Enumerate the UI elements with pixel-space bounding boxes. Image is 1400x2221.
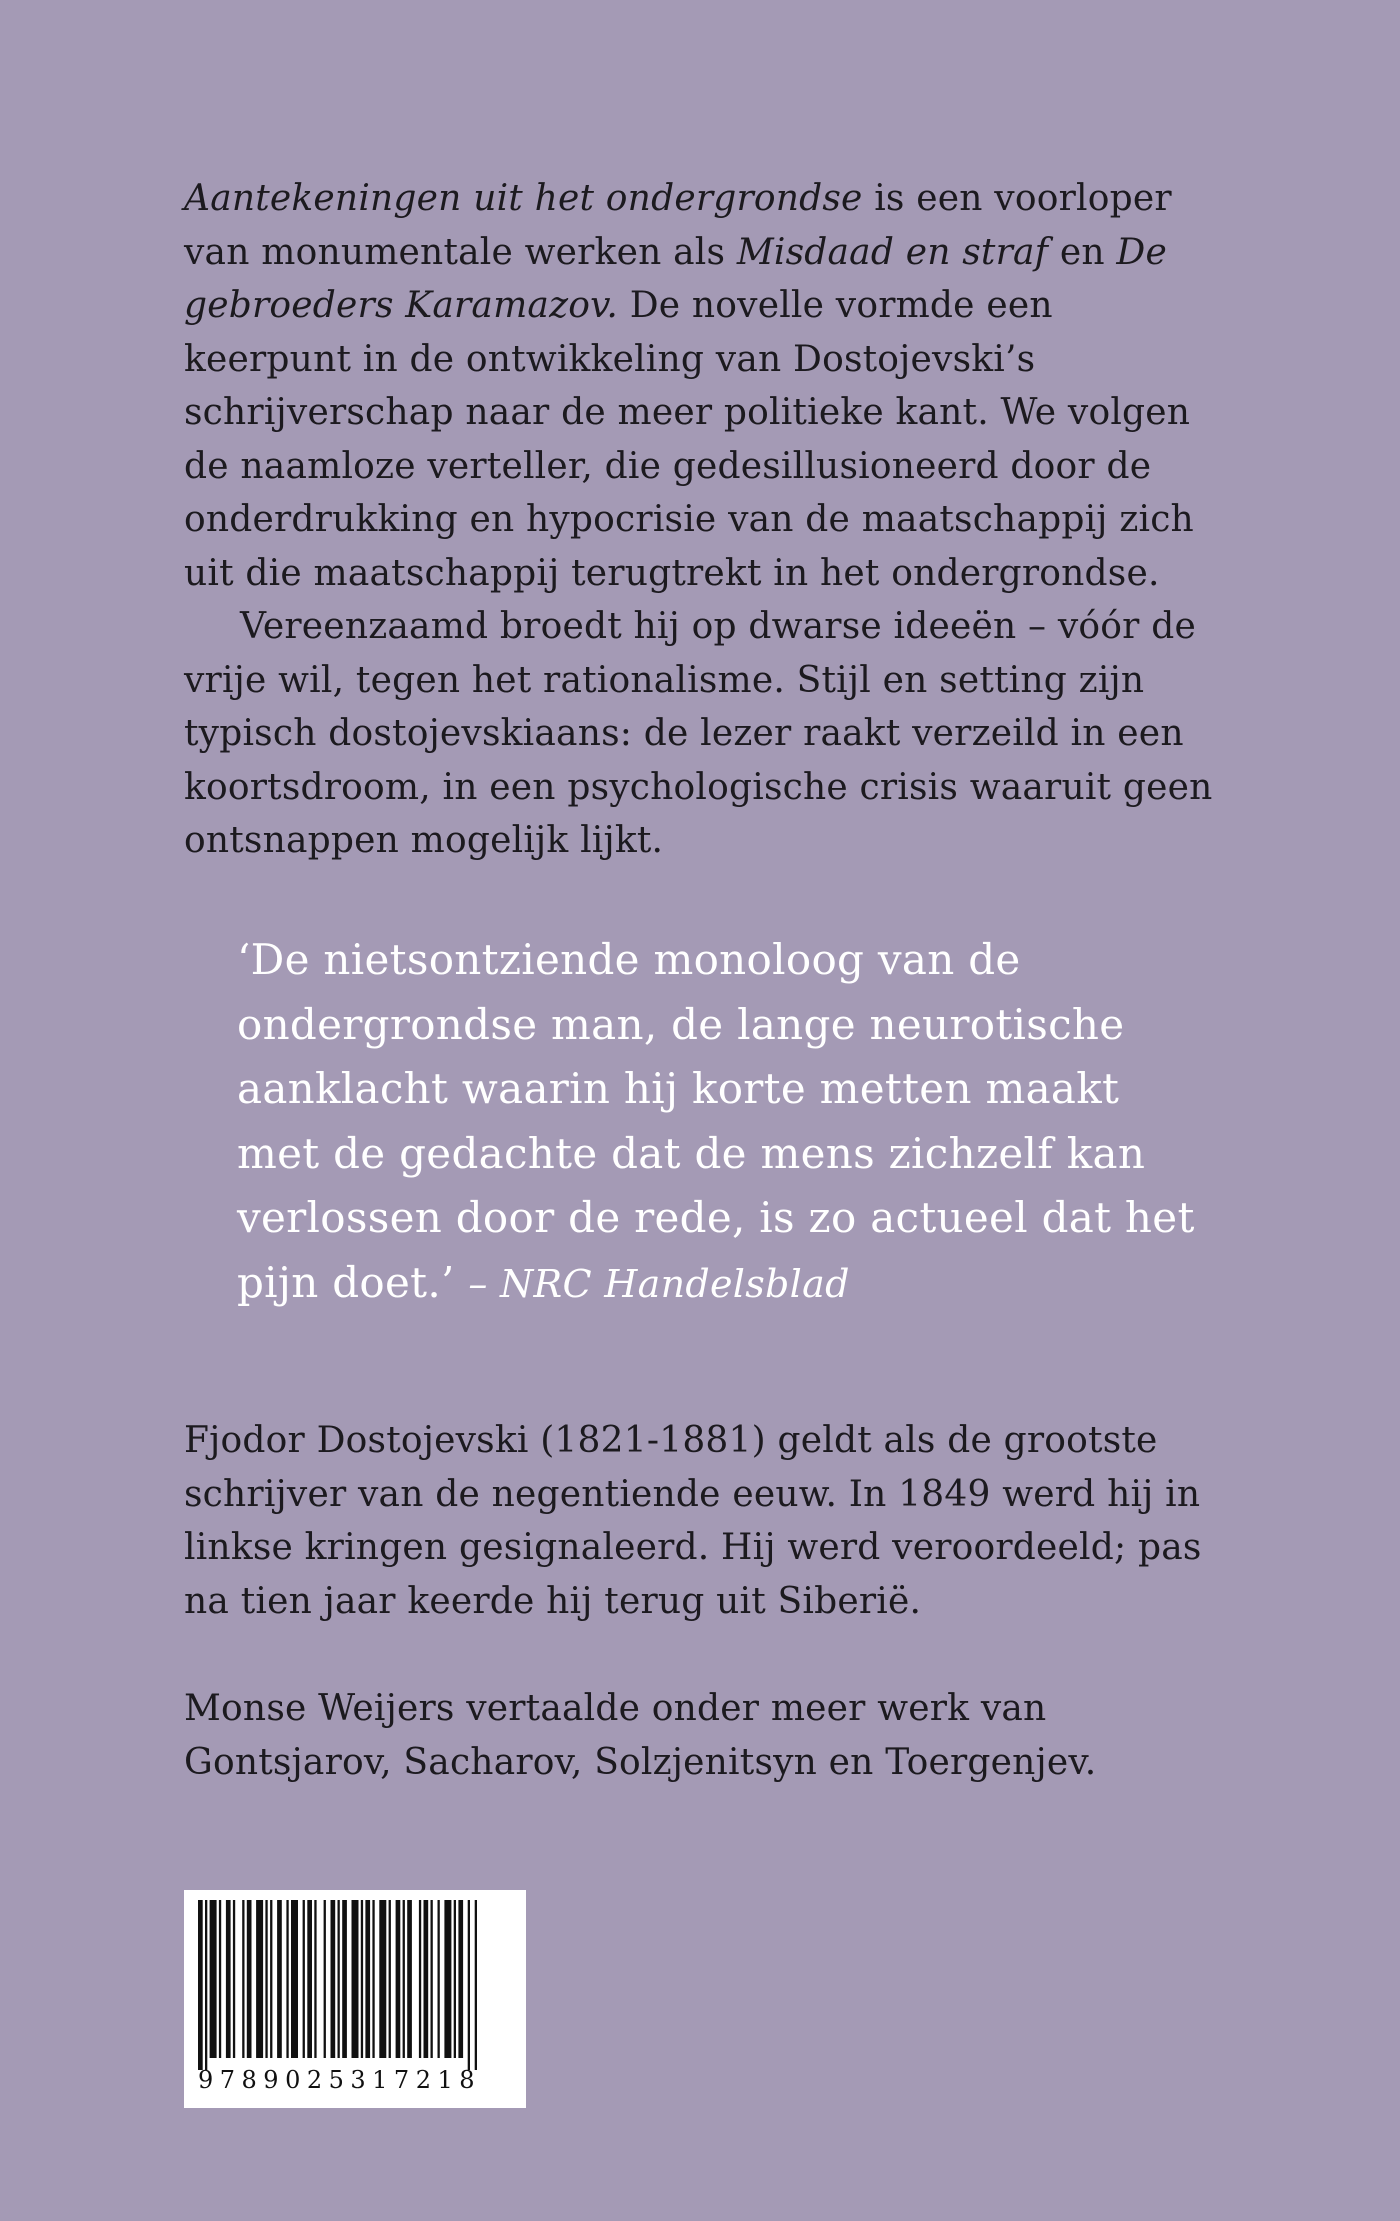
barcode-bar bbox=[303, 1900, 305, 2058]
barcode-bar bbox=[210, 1900, 217, 2058]
barcode-bar bbox=[407, 1900, 412, 2058]
review-quote bbox=[237, 928, 1197, 1316]
barcode-bar bbox=[396, 1900, 401, 2058]
barcode-bar bbox=[331, 1900, 336, 2058]
quote-text: ‘De nietsontziende monoloog van de ondergrondse man, de lange neurotische aanklacht waarin hij korte metten maakt met de gedachte dat de mens zichzelf kan verlossen door de rede, is zo actueel dat het pijn doet.’ bbox=[237, 935, 1195, 1307]
barcode-bar bbox=[419, 1900, 421, 2058]
barcode-bar bbox=[361, 1900, 363, 2058]
barcode-bar bbox=[338, 1900, 340, 2058]
work-title: De gebroeders Karamazov. bbox=[184, 231, 1167, 326]
barcode-bar bbox=[454, 1900, 456, 2058]
barcode-bar bbox=[352, 1900, 359, 2058]
barcode-bar bbox=[247, 1900, 252, 2058]
barcode-bar bbox=[431, 1900, 433, 2058]
barcode-bar bbox=[324, 1900, 326, 2058]
quote-source: – NRC Handelsblad bbox=[468, 1261, 850, 1306]
author-bio: Fjodor Dostojevski (1821-1881) geldt als de grootste schrijver van de negentiende eeuw. In 1849 werd hij in linkse kringen gesignaleerd. Hij werd veroordeeld; pas na tien jaar keerde hij terug uit Siberië. bbox=[184, 1420, 1202, 1622]
barcode-bar bbox=[219, 1900, 221, 2058]
work-title: Misdaad en straf bbox=[736, 231, 1049, 273]
barcode-bar bbox=[270, 1900, 272, 2058]
barcode-bar bbox=[277, 1900, 282, 2058]
blurb bbox=[184, 172, 1224, 868]
barcode-bar bbox=[198, 1900, 203, 2070]
barcode-bar bbox=[256, 1900, 263, 2058]
barcode-bar bbox=[226, 1900, 231, 2058]
blurb-text: De novelle vormde een keerpunt in de ontwikkeling van Dostojevski’s schrijverschap naar de meer politieke kant. We volgen de naamloze verteller, die gedesillusioneerd door de onderdrukking en hypocrisie van de maatschappij zich uit die maatschappij terugtrekt in het ondergrondse. bbox=[184, 285, 1194, 594]
barcode-bar bbox=[342, 1900, 347, 2058]
barcode-bar bbox=[468, 1900, 470, 2070]
blurb-text: en bbox=[1048, 231, 1117, 273]
barcode-bar bbox=[205, 1900, 207, 2070]
isbn-number: 9789025317218 bbox=[198, 2066, 482, 2094]
barcode-bar bbox=[286, 1900, 288, 2058]
barcode-bar bbox=[365, 1900, 370, 2058]
barcode-bar bbox=[233, 1900, 235, 2058]
translator-bio: Monse Weijers vertaalde onder meer werk van Gontsjarov, Sacharov, Solzjenitsyn en Toergenjev. bbox=[184, 1688, 1097, 1783]
barcode-bar bbox=[444, 1900, 451, 2058]
barcode-bar bbox=[403, 1900, 405, 2058]
blurb-paragraph-1 bbox=[184, 172, 1224, 600]
barcode-bar bbox=[314, 1900, 316, 2058]
barcode-bar bbox=[291, 1900, 298, 2058]
barcode-bar bbox=[389, 1900, 391, 2058]
barcode-bar bbox=[372, 1900, 374, 2058]
barcode-bar bbox=[458, 1900, 463, 2058]
barcode-bar bbox=[379, 1900, 386, 2058]
barcode-bar bbox=[265, 1900, 267, 2058]
barcode bbox=[184, 1890, 526, 2108]
barcode-bar bbox=[307, 1900, 312, 2058]
blurb-text: is een voorloper van monumentale werken als bbox=[184, 178, 1172, 273]
book-title: Aantekeningen uit het ondergrondse bbox=[184, 178, 863, 219]
barcode-bar bbox=[438, 1900, 440, 2058]
barcode-bar bbox=[242, 1900, 244, 2058]
barcode-bar bbox=[424, 1900, 429, 2058]
barcode-bar bbox=[475, 1900, 477, 2070]
blurb-paragraph-2: Vereenzaamd broedt hij op dwarse ideeën – vóór de vrije wil, tegen het rationalisme. Stijl en setting zijn typisch dostojevskiaans: de lezer raakt verzeild in een koortsdroom, in een psychologische crisis waaruit geen ontsnappen mogelijk lijkt. bbox=[184, 606, 1213, 861]
